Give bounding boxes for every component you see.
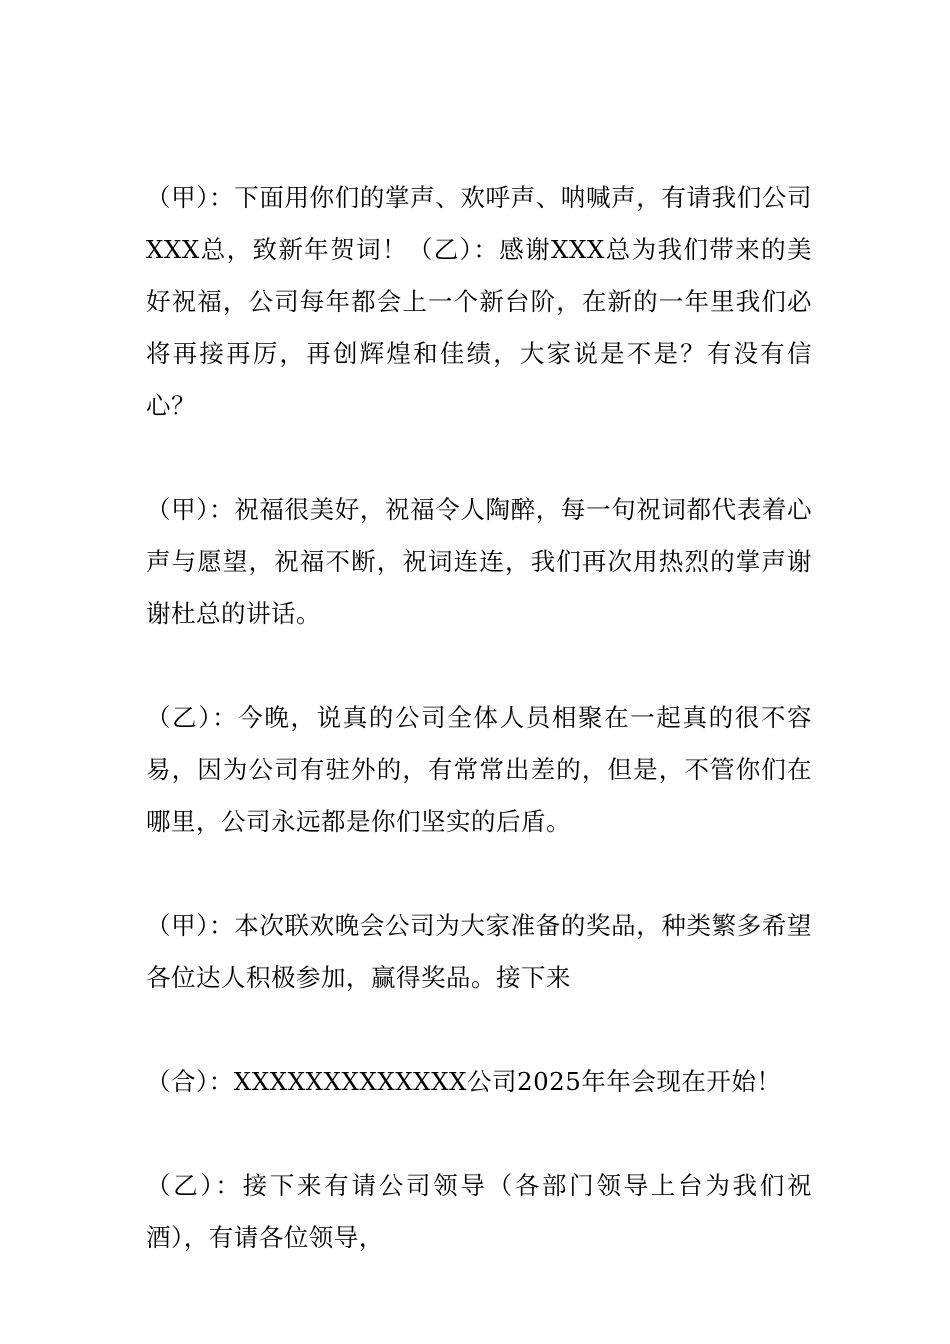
- paragraph-6: （乙）：接下来有请公司领导（各部门领导上台为我们祝酒），有请各位领导，: [146, 1171, 812, 1252]
- paragraph-4: （甲）：本次联欢晚会公司为大家准备的奖品，种类繁多希望各位达人积极参加，赢得奖品。接下来: [146, 911, 812, 992]
- paragraph-3: （乙）：今晚，说真的公司全体人员相聚在一起真的很不容易，因为公司有驻外的，有常常出差的，但是，不管你们在哪里，公司永远都是你们坚实的后盾。: [146, 703, 812, 836]
- paragraph-2: （甲）：祝福很美好，祝福令人陶醉，每一句祝词都代表着心声与愿望，祝福不断，祝词连连，我们再次用热烈的掌声谢谢杜总的讲话。: [146, 495, 812, 628]
- paragraph-1: （甲）：下面用你们的掌声、欢呼声、呐喊声，有请我们公司XXX总，致新年贺词！（乙）：感谢XXX总为我们带来的美好祝福，公司每年都会上一个新台阶，在新的一年里我们必将再接再厉，再创辉煌和佳绩，大家说是不是？有没有信心？: [146, 183, 812, 420]
- paragraph-5: （合）：XXXXXXXXXXXXX公司2025年年会现在开始！: [146, 1067, 782, 1096]
- document-body: [146, 172, 812, 1264]
